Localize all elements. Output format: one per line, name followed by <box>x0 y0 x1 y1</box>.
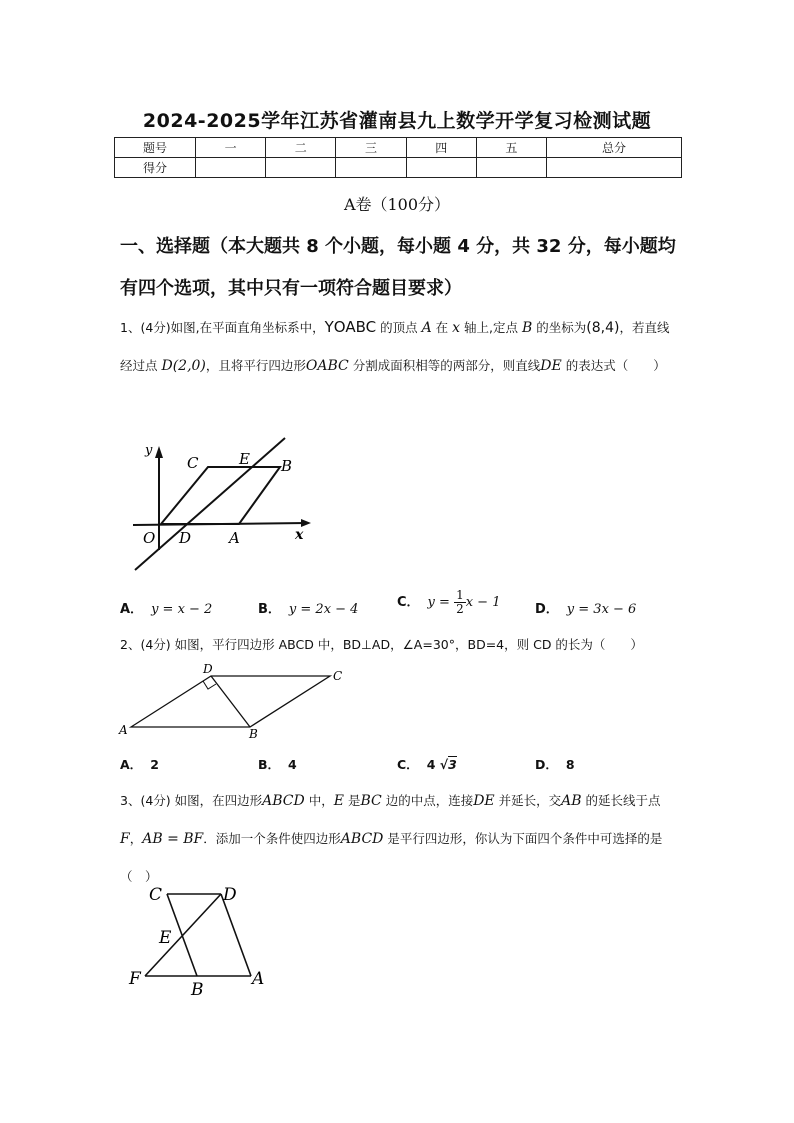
question-2-text: 2、(4分) 如图，平行四边形 ABCD 中，BD⊥AD，∠A=30°，BD=4，则 CD 的长为（ ） <box>120 637 643 652</box>
label-a: A <box>252 969 265 989</box>
label-e: E <box>159 928 172 948</box>
question-3-text: 3、(4分) 如图，在四边形ABCD 中，E 是BC 边的中点，连接DE 并延长，交AB 的延长线于点F，AB = BF．添加一个条件使四边形ABCD 是平行四边形，你认为下面四个条件中可选择的是（ ） <box>120 793 663 884</box>
fraction: $\frac{1}{2}$ <box>456 588 464 616</box>
label-b: B <box>249 727 258 741</box>
question-1-text: 1、(4分)如图,在平面直角坐标系中，ΥOABC 的顶点 A 在 x 轴上,定点 B 的坐标为(8,4)，若直线经过点 D(2,0)，且将平行四边形OABC 分割成面积相等的两部分，则直线DE 的表达式（ ） <box>120 318 670 374</box>
score-table <box>114 137 682 178</box>
score-header-cell: 一 <box>196 138 266 158</box>
label-c: C <box>149 885 163 905</box>
score-cell[interactable] <box>547 158 682 178</box>
score-cell[interactable] <box>266 158 336 178</box>
score-header-cell: 总分 <box>547 138 682 158</box>
option-d[interactable]: D． y = 3x − 6 <box>535 602 637 617</box>
option-b[interactable]: B． 4 <box>258 757 297 772</box>
label-f: F <box>129 969 141 989</box>
score-header-cell: 题号 <box>115 138 196 158</box>
question-3-figure <box>125 880 275 1000</box>
segment-fd <box>145 894 221 976</box>
score-cell[interactable] <box>406 158 476 178</box>
x-axis-arrow <box>301 519 311 527</box>
label-a: A <box>119 723 128 737</box>
label-b: B <box>191 980 204 1000</box>
score-cell[interactable] <box>196 158 266 178</box>
label-d: D <box>203 662 213 676</box>
y-axis-arrow <box>155 446 163 458</box>
score-table-header-row <box>115 138 682 158</box>
option-b[interactable]: B． y = 2x − 4 <box>258 602 359 617</box>
label-a: A <box>229 529 240 547</box>
sqrt-symbol: √ <box>439 757 449 772</box>
section-a-heading: A卷（100分） <box>343 195 451 214</box>
question-2-options <box>120 755 680 777</box>
label-y: y <box>145 443 153 458</box>
score-row-label: 得分 <box>115 158 196 178</box>
option-d[interactable]: D． 8 <box>535 757 575 772</box>
label-d: D <box>223 885 237 905</box>
score-header-cell: 三 <box>336 138 406 158</box>
label-o: O <box>143 529 156 547</box>
page-title: 2024-2025学年江苏省灌南县九上数学开学复习检测试题 <box>142 110 652 132</box>
right-angle-mark <box>203 681 216 689</box>
score-cell[interactable] <box>336 158 406 178</box>
part1-heading: 一、选择题（本大题共 8 个小题，每小题 4 分，共 32 分，每小题均有四个选项，其中只有一项符合题目要求） <box>120 236 676 299</box>
segment-da <box>221 894 251 976</box>
label-x: x <box>295 527 304 543</box>
option-c[interactable]: C． 4 √3 <box>397 757 457 772</box>
question-2-figure <box>115 660 355 742</box>
question-1-options <box>120 588 680 626</box>
option-c[interactable]: C． y = $\frac{1}{2}$ x − 1 <box>397 588 501 616</box>
segment-bd <box>211 676 250 727</box>
question-1-figure <box>125 432 315 577</box>
label-e: E <box>239 450 250 468</box>
label-c: C <box>333 669 343 683</box>
score-header-cell: 五 <box>476 138 546 158</box>
label-d: D <box>179 529 192 547</box>
option-a[interactable]: A． 2 <box>120 757 159 772</box>
label-b: B <box>281 457 293 475</box>
score-header-cell: 四 <box>406 138 476 158</box>
score-header-cell: 二 <box>266 138 336 158</box>
score-cell[interactable] <box>476 158 546 178</box>
score-table-score-row <box>115 158 682 178</box>
option-a[interactable]: A． y = x − 2 <box>120 602 213 617</box>
label-c: C <box>187 454 199 472</box>
